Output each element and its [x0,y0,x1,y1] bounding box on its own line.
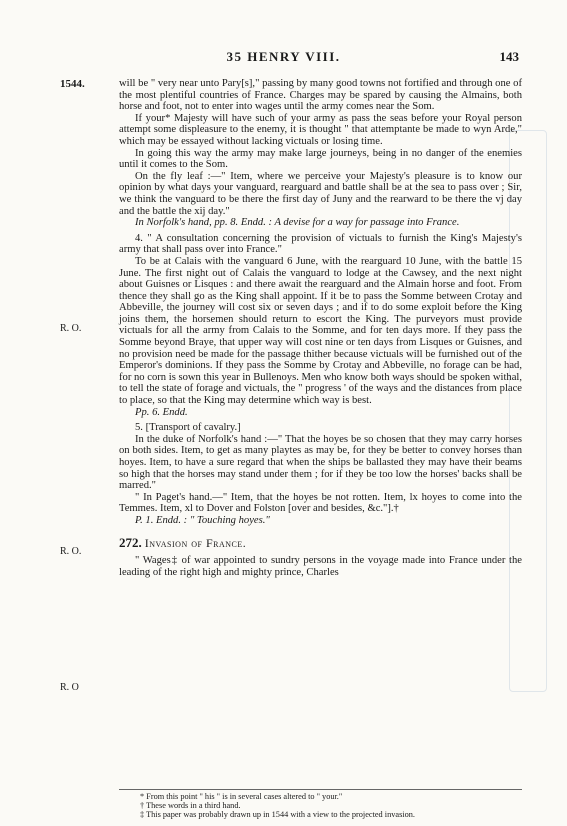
library-watermark-left [20,500,56,760]
paragraph-endorsement-1: In Norfolk's hand, pp. 8. Endd. : A devise for a way for passage into France. [135,217,460,229]
margin-note-ro-1: R. O. [60,323,82,334]
paragraph-paget-hand: " In Paget's hand.—" Item, that the hoyes be not rotten. Item, lx hoyes to come into the Temmes. Item, xl to Dover and Folston [over and besides, &c."].† [119,491,522,515]
margin-note-ro-3: R. O [60,682,79,693]
section-heading [119,534,522,550]
paragraph-norfolk-hand: In the duke of Norfolk's hand :—" That the hoyes be so chosen that they may carry horses on both sides. Item, to get as many playtes as may be, for they be better to convey horses than hoyes. Item, to have a sure regard that when the ships be ballasted they may have their beams so high that the horses may stand under them ; for if they be too low the horses' backs shall be marred." [119,433,522,492]
paragraph-journeys: In going this way the army may make large journeys, being in no danger of the enemies until it comes to the Som. [119,147,522,171]
main-text [119,78,522,578]
running-head-title: 35 HENRY VIII. [226,49,341,64]
paragraph-item-5-heading: 5. [Transport of cavalry.] [135,422,241,434]
footnote-rule [119,789,522,790]
paragraph-endorsement-2: Pp. 6. Endd. [135,406,188,418]
section-number: 272. [119,534,142,550]
footnote-3: ‡ This paper was probably drawn up in 1544 with a view to the projected invasion. [140,810,415,820]
page-number: 143 [499,49,519,64]
paragraph-wages: " Wages‡ of war appointed to sundry persons in the voyage made into France under the leading of the right high and mighty prince, Charles [119,555,522,578]
footnotes [140,792,530,820]
paragraph-victuals: To be at Calais with the vanguard 6 June, with the rearguard 10 June, with the battle 15 June. The first night out of Calais the vanguard to lodge at the Cawsey, and the next night about Guisnes or Lisques : and there await the rearguard and the Almain horse and foot. From thence they shall go as the King shall appoint. If it be to pass the Somme between Crotay and Abbeville, the journey will cost six or seven days ; and if to do some exploit before the King joins them, the horsemen should return to escort the King. The purveyors must provide victuals for all the army from Calais to the Somme, and for ten days more. If they pass the Somme beyond Braye, that upper way will cost nine or ten days from Lisques or Guisnes, and no provision need be made for the passage thither because victuals will be furnished out of the Emperor's dominions. If they pass the Somme by Crotay and Abbeville, no forage can be had, for no corn is sown this year in Bullenoys. Men who know both ways should be spoken withal, to tell the state of forage and victuals, the " progress ' of the ways and the distances from place to place, so that the King may determine which way is best. [119,255,522,407]
paragraph-fly-leaf: On the fly leaf :—" Item, where we perceive your Majesty's pleasure is to know our opinion by what days your vanguard, rearguard and battle shall be at the sea to pass over ; Sir, we think the vanguard to be there the first day of Juny and the rearward to be there the vj day and the battle the xij day." [119,170,522,217]
footnote-2: † These words in a third hand. [140,801,241,811]
footnote-1: * From this point " his " is in several cases altered to " your." [140,792,343,801]
paragraph-arde: If your* Majesty will have such of your army as pass the seas before your Royal person attempt some displeasure to the enemy, it is thought " that attemptante be made to wyn Arde," which may be essayed without lacking victuals or losing time. [119,112,522,147]
paragraph-continuation: will be " very near unto Pary[s]," passing by many good towns not fortified and through one of the most plentiful countries of France. Charges may be spared by causing the Almains, both horse and foot, not to enter into wages until the army comes near the Som. [119,78,522,113]
paragraph-item-4-heading: 4. " A consultation concerning the provision of victuals to furnish the King's Majesty's army that shall pass over into France." [119,232,522,256]
margin-note-ro-2: R. O. [60,546,82,557]
margin-year: 1544. [60,78,85,90]
paragraph-endorsement-3: P. 1. Endd. : " Touching hoyes." [135,514,270,526]
section-title: Invasion of France. [144,535,247,550]
